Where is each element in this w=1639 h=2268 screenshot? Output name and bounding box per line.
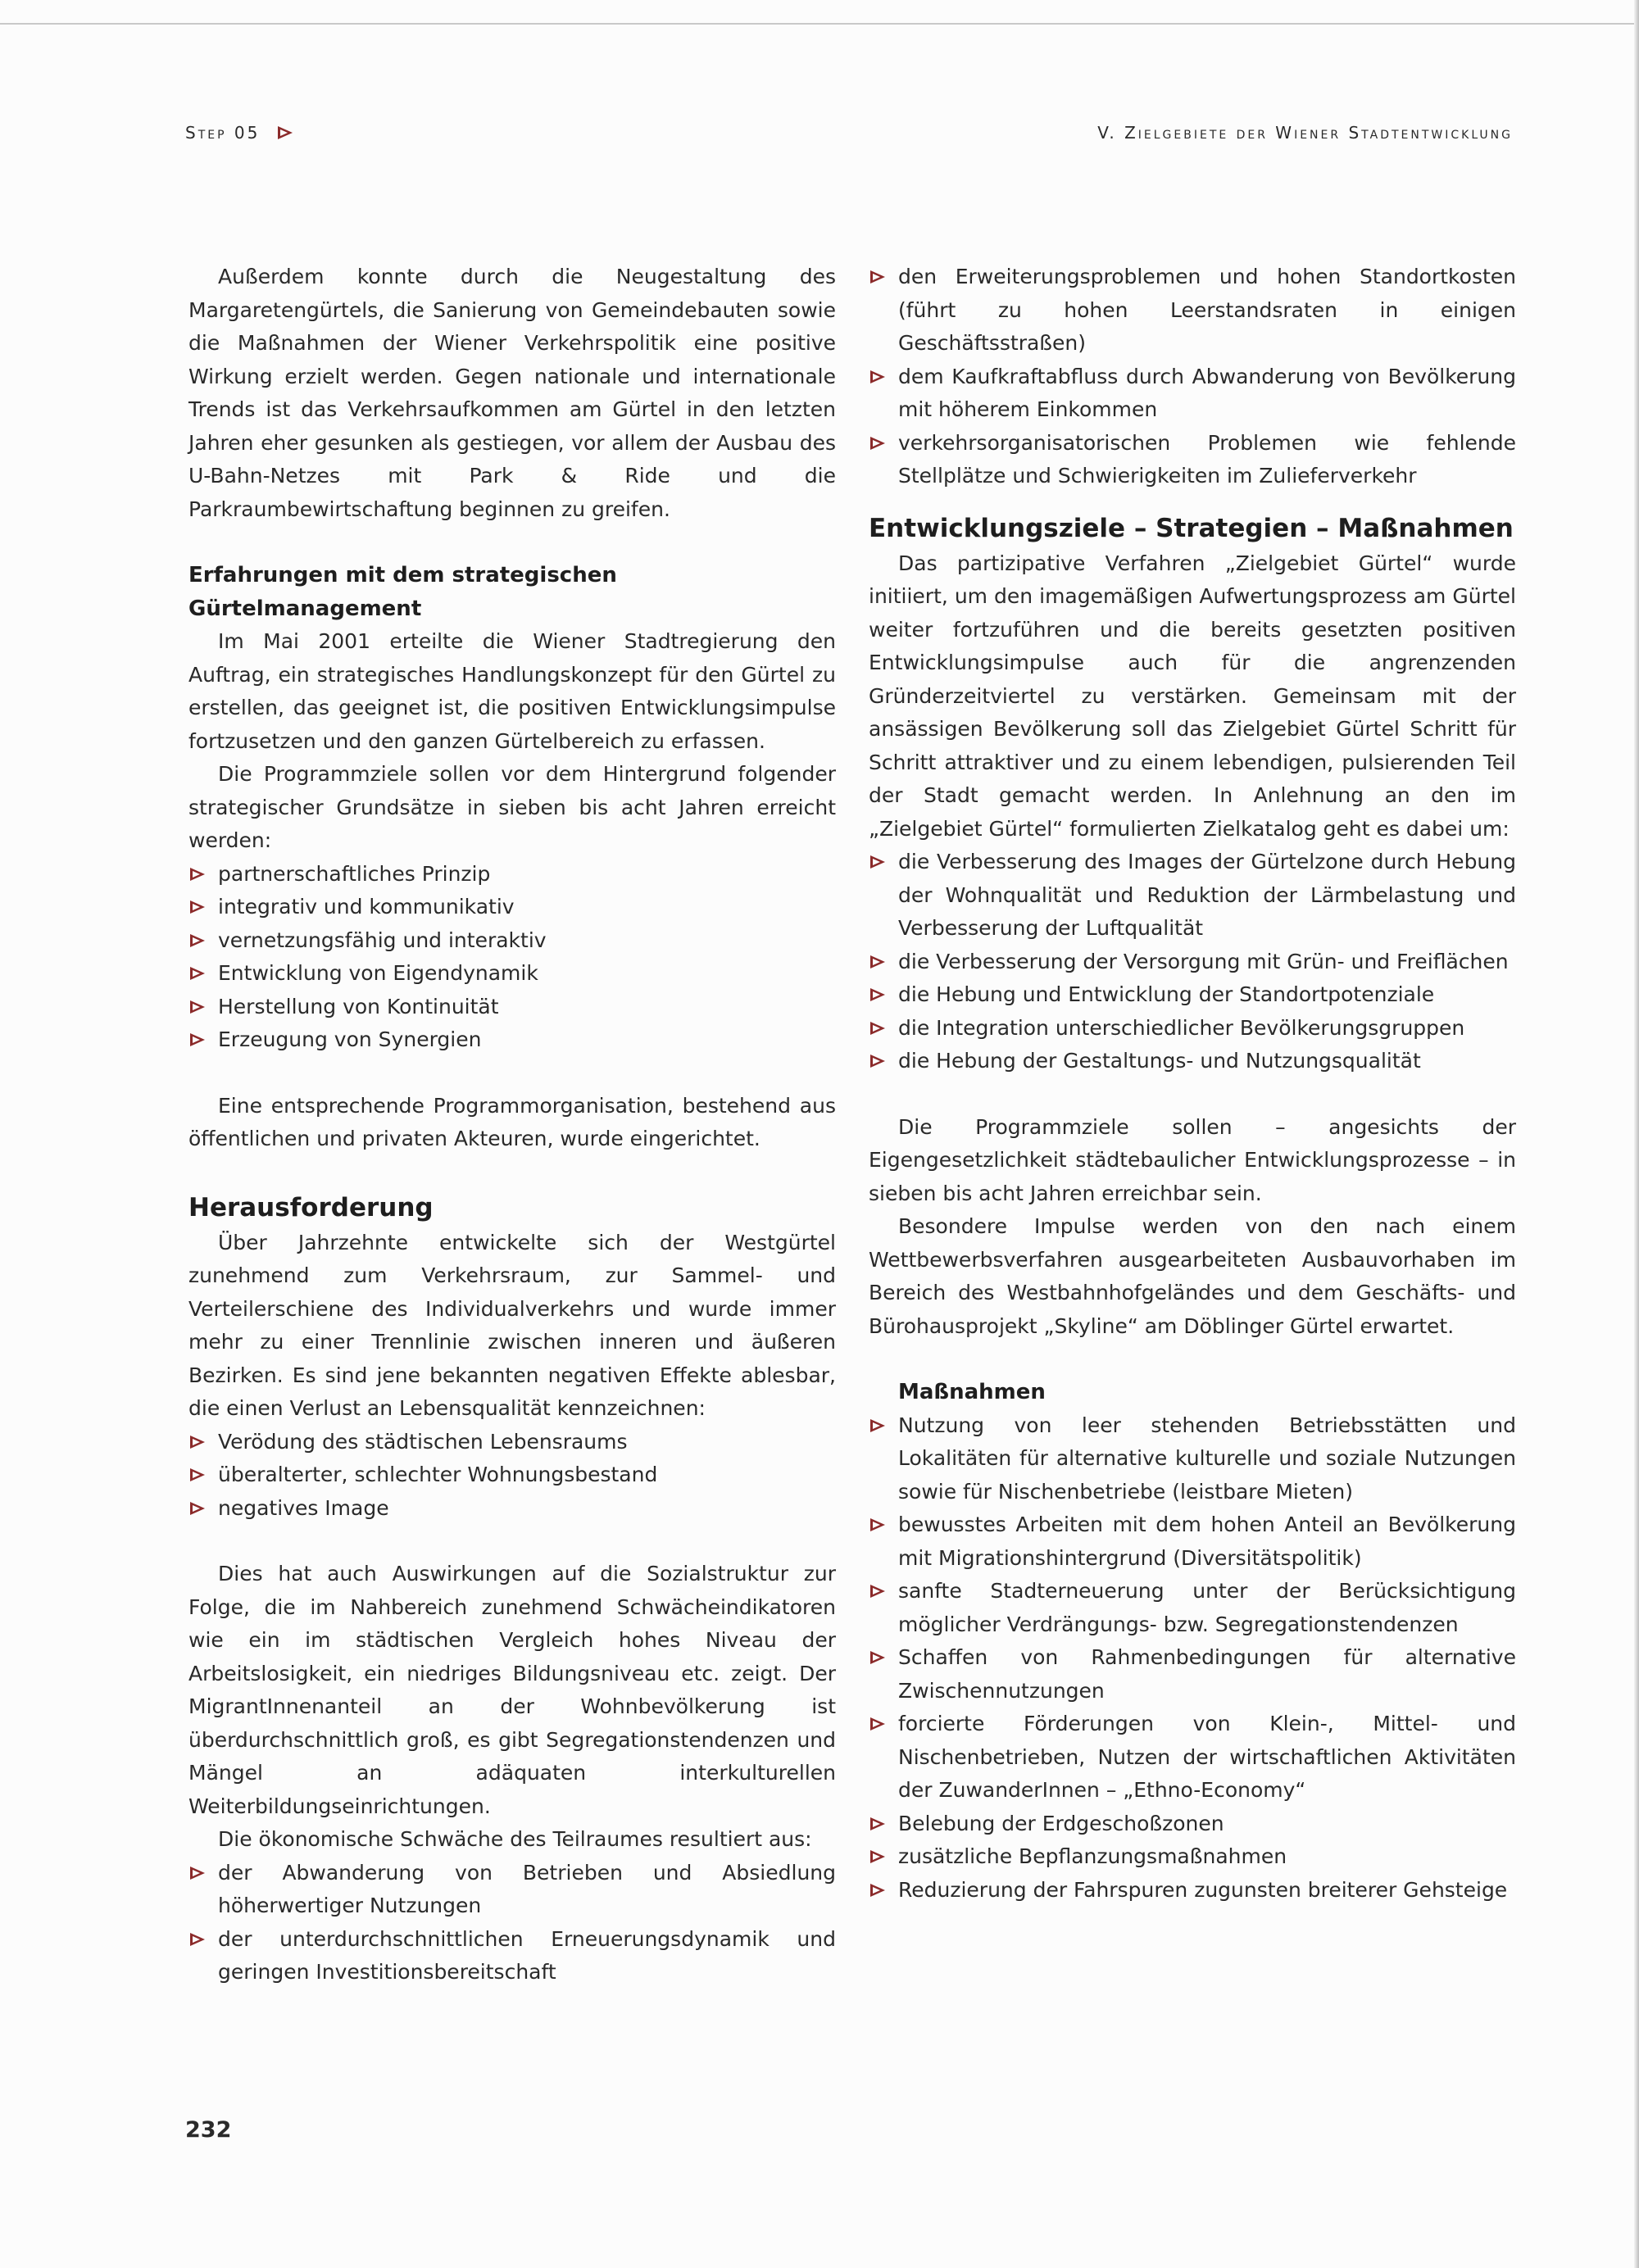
bullet-arrow-icon [190,967,205,980]
ziele-list [869,846,1516,1078]
list-item: der Abwanderung von Betrieben und Absiedlung höherwertiger Nutzungen [188,1857,836,1923]
bullet-arrow-icon [190,1000,205,1014]
bullet-arrow-icon [870,437,885,450]
list-item: die Verbesserung des Images der Gürtelzone durch Hebung der Wohnqualität und Reduktion der Lärmbelastung und Verbesserung der Luftqualität [869,846,1516,946]
list-item: verkehrsorganisatorischen Problemen wie fehlende Stellplätze und Schwierigkeiten im Zulieferverkehr [869,427,1516,493]
bullet-arrow-icon [190,1502,205,1515]
bullet-arrow-icon [870,1850,885,1863]
list-item: die Hebung und Entwicklung der Standortpotenziale [869,978,1516,1012]
bullet-arrow-icon [870,1022,885,1035]
bullet-arrow-icon [870,1518,885,1531]
list-item: zusätzliche Bepflanzungsmaßnahmen [869,1840,1516,1874]
list-item: die Verbesserung der Versorgung mit Grün- und Freiflächen [869,946,1516,979]
paragraph-schwaeche: Die ökonomische Schwäche des Teilraumes resultiert aus: [218,1827,812,1851]
list-item: überalterter, schlechter Wohnungsbestand [188,1458,836,1492]
bullet-arrow-icon [870,855,885,869]
list-item: negatives Image [188,1492,836,1526]
list-item: Verödung des städtischen Lebensraums [188,1426,836,1459]
bullet-arrow-icon [870,1651,885,1664]
page-number: 232 [185,2117,232,2143]
step-label: Step 05 [185,123,261,143]
bullet-arrow-icon [190,1867,205,1880]
paragraph-programmziele-right: Die Programmziele sollen – angesichts der Eigengesetzlichkeit städtebaulicher Entwicklungsprozesse – in sieben bis acht Jahren erreichbar sein. [869,1114,1516,1205]
paragraph-westguertel: Über Jahrzehnte entwickelte sich der Westgürtel zunehmend zum Verkehrsraum, zur Sammel- und Verteilerschiene des Individualverkehrs und wurde immer mehr zu einer Trennlinie zwischen inneren und äußeren Bezirken. Es sind jene bekannten negativen Effekte ablesbar, die einen Verlust an Lebensqualität kennzeichnen: [188,1230,836,1420]
bullet-arrow-icon [870,955,885,968]
grundsaetze-list [188,858,836,1057]
schwaeche-list-continued [869,261,1516,493]
bullet-arrow-icon [870,270,885,284]
bullet-arrow-icon [190,1468,205,1481]
heading-erfahrungen: Erfahrungen mit dem strategischen Gürtelmanagement [188,563,617,621]
list-item: Herstellung von Kontinuität [188,991,836,1024]
list-item: Nutzung von leer stehenden Betriebsstätten und Lokalitäten für alternative kulturelle und soziale Nutzungen sowie für Nischenbetriebe (leistbare Mieten) [869,1409,1516,1509]
list-item: die Integration unterschiedlicher Bevölkerungsgruppen [869,1012,1516,1046]
triangle-arrow-icon [278,126,293,139]
list-item: integrativ und kommunikativ [188,891,836,924]
bullet-arrow-icon [870,370,885,383]
list-item: Schaffen von Rahmenbedingungen für alternative Zwischennutzungen [869,1641,1516,1708]
list-item: die Hebung der Gestaltungs- und Nutzungsqualität [869,1045,1516,1078]
list-item: dem Kaufkraftabfluss durch Abwanderung von Bevölkerung mit höherem Einkommen [869,361,1516,427]
right-column [869,261,1516,1907]
left-column [188,261,836,1989]
list-item: forcierte Förderungen von Klein-, Mittel- und Nischenbetrieben, Nutzen der wirtschaftlichen Aktivitäten der ZuwanderInnen – „Ethno-Economy“ [869,1708,1516,1808]
paragraph-mai-2001: Im Mai 2001 erteilte die Wiener Stadtregierung den Auftrag, ein strategisches Handlungskonzept für den Gürtel zu erstellen, das geeignet ist, die positiven Entwicklungsimpulse fortzusetzen und den ganzen Gürtelbereich zu erfassen. [188,629,836,753]
bullet-arrow-icon [870,1055,885,1068]
bullet-arrow-icon [190,1933,205,1946]
list-item: Reduzierung der Fahrspuren zugunsten breiterer Gehsteige [869,1874,1516,1907]
paragraph-sozialstruktur: Dies hat auch Auswirkungen auf die Sozialstruktur zur Folge, die im Nahbereich zunehmend Schwächeindikatoren wie ein im städtischen Vergleich hohes Niveau der Arbeitslosigkeit, ein niedriges Bildungsniveau etc. zeigt. Der MigrantInnenanteil an der Wohnbevölkerung ist überdurchschnittlich groß, es gibt Segregationstendenzen und Mängel an adäquaten interkulturellen Weiterbildungseinrichtungen. [188,1562,836,1818]
paragraph-programmziele: Die Programmziele sollen vor dem Hintergrund folgender strategischer Grundsätze in sieben bis acht Jahren erreicht werden: [188,762,836,852]
running-header-right: V. Zielgebiete der Wiener Stadtentwicklung [1097,123,1513,143]
list-item: Erzeugung von Synergien [188,1023,836,1057]
effekte-list [188,1426,836,1526]
paragraph-verfahren: Das partizipative Verfahren „Zielgebiet Gürtel“ wurde initiiert, um den imagemäßigen Aufwertungsprozess am Gürtel weiter fortzuführen und die bereits gesetzten positiven Entwicklungsimpulse auch für die angrenzenden Gründerzeitviertel zu verstärken. Gemeinsam mit der ansässigen Bevölkerung soll das Zielgebiet Gürtel Schritt für Schritt attraktiver und zu einem lebendigen, pulsierenden Teil der Stadt gemacht werden. In Anlehnung an den im „Zielgebiet Gürtel“ formulierten Zielkatalog geht es dabei um: [869,551,1516,841]
massnahmen-list [869,1409,1516,1907]
list-item: den Erweiterungsproblemen und hohen Standortkosten (führt zu hohen Leerstandsraten in einigen Geschäftsstraßen) [869,261,1516,361]
intro-paragraph: Außerdem konnte durch die Neugestaltung des Margaretengürtels, die Sanierung von Gemeindebauten sowie die Maßnahmen der Wiener Verkehrspolitik eine positive Wirkung erzielt werden. Gegen nationale und internationale Trends ist das Verkehrsaufkommen am Gürtel in den letzten Jahren eher gesunken als gestiegen, vor allem der Ausbau des U-Bahn-Netzes mit Park & Ride und die Parkraumbewirtschaftung beginnen zu greifen. [188,265,836,521]
heading-herausforderung: Herausforderung [188,1192,434,1222]
bullet-arrow-icon [190,900,205,914]
list-item: Entwicklung von Eigendynamik [188,957,836,991]
list-item: der unterdurchschnittlichen Erneuerungsdynamik und geringen Investitionsbereitschaft [188,1923,836,1989]
bullet-arrow-icon [870,988,885,1001]
schwaeche-list [188,1857,836,1989]
bullet-arrow-icon [870,1585,885,1598]
list-item: sanfte Stadterneuerung unter der Berücksichtigung möglicher Verdrängungs- bzw. Segregationstendenzen [869,1575,1516,1641]
scan-right-edge [1634,0,1639,2268]
bullet-arrow-icon [190,1033,205,1046]
heading-massnahmen: Maßnahmen [898,1380,1046,1404]
running-header-left [185,123,293,143]
list-item: partnerschaftliches Prinzip [188,858,836,891]
paragraph-organisation: Eine entsprechende Programmorganisation, bestehend aus öffentlichen und privaten Akteuren, wurde eingerichtet. [188,1093,836,1150]
heading-entwicklungsziele: Entwicklungsziele – Strategien – Maßnahmen [869,513,1514,543]
scan-top-line [0,23,1639,25]
bullet-arrow-icon [190,934,205,947]
bullet-arrow-icon [190,868,205,881]
list-item: vernetzungsfähig und interaktiv [188,924,836,958]
bullet-arrow-icon [870,1884,885,1897]
bullet-arrow-icon [870,1717,885,1730]
bullet-arrow-icon [190,1436,205,1449]
bullet-arrow-icon [870,1817,885,1830]
bullet-arrow-icon [870,1419,885,1432]
paragraph-impulse: Besondere Impulse werden von den nach einem Wettbewerbsverfahren ausgearbeiteten Ausbauvorhaben im Bereich des Westbahnhofgeländes und dem Geschäfts- und Bürohausprojekt „Skyline“ am Döblinger Gürtel erwartet. [869,1214,1516,1338]
list-item: Belebung der Erdgeschoßzonen [869,1808,1516,1841]
list-item: bewusstes Arbeiten mit dem hohen Anteil an Bevölkerung mit Migrationshintergrund (Diversitätspolitik) [869,1508,1516,1575]
